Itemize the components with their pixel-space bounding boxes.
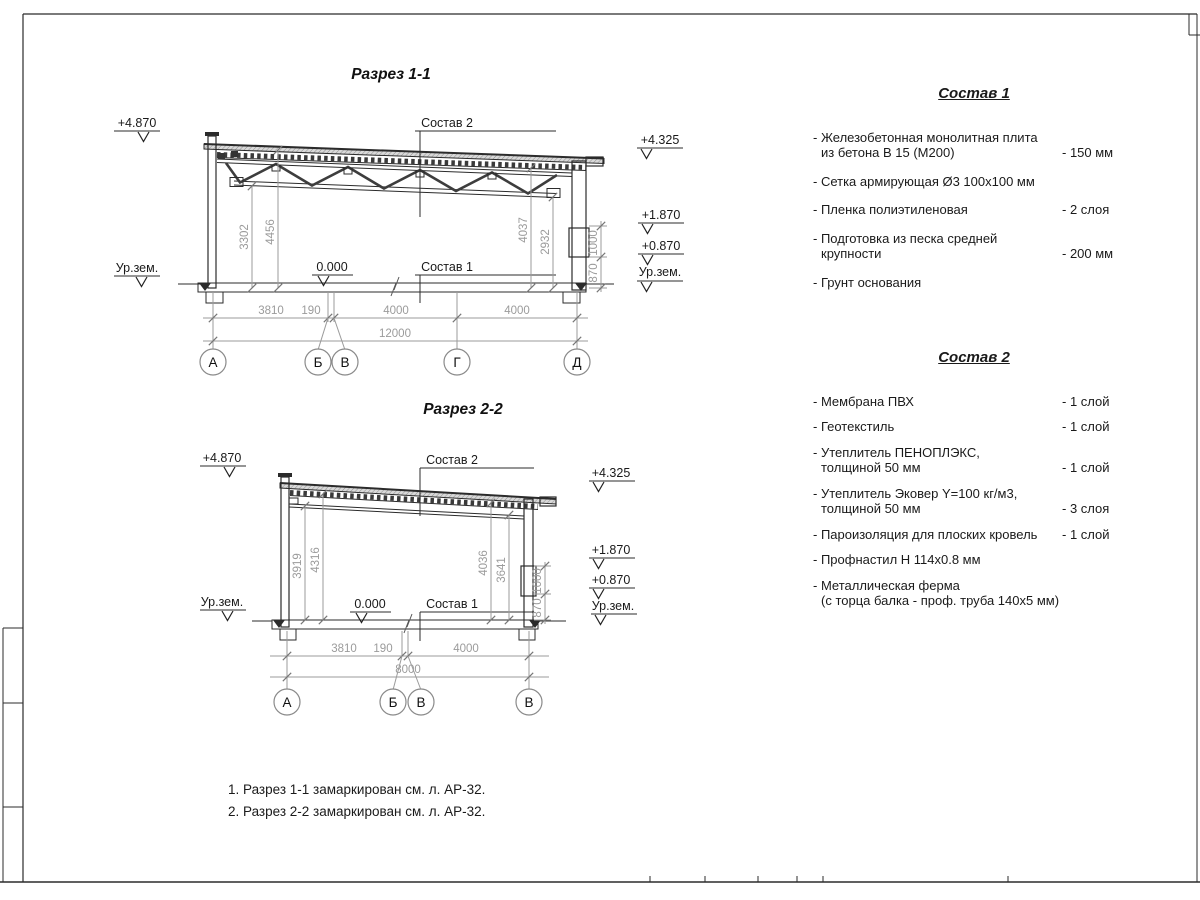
callout-sostav2-2: Состав 2 [426, 453, 478, 467]
axis-bubble-label: Д [572, 355, 582, 370]
section-1-1-drawing [114, 66, 684, 375]
break-symbol-1 [391, 277, 399, 296]
title-block-top-ticks [650, 876, 1008, 882]
material-value: - 1 слой [1062, 460, 1110, 475]
sheet-notes [228, 779, 485, 823]
material-value: - 1 слой [1062, 526, 1110, 542]
dim-label: 3810 [331, 643, 357, 655]
material-item: - Утеплитель ПЕНОПЛЭКС, толщиной 50 мм - 1 слой [813, 444, 1110, 475]
material-item: - Профнастил Н 114х0.8 мм [813, 552, 981, 567]
dim-label: 4000 [453, 643, 479, 655]
dim-label: 1000 [532, 568, 544, 594]
elev-low-2: +0.870 [591, 573, 631, 587]
dim-total-label: 12000 [379, 328, 411, 340]
dim-label: 4456 [265, 219, 277, 245]
wall-axis-d-1 [572, 161, 586, 290]
note-line-1: 1. Разрез 1-1 замаркирован см. л. АР-32. [228, 782, 486, 797]
material-value: - 150 мм [1062, 145, 1114, 160]
material-value: - 3 слоя [1062, 501, 1110, 516]
note-line-2: 2. Разрез 2-2 замаркирован см. л. АР-32. [228, 804, 486, 819]
sostav1-list [813, 86, 1135, 303]
foundation-left-1 [206, 292, 223, 303]
foundation-left-2 [280, 629, 296, 640]
material-item: - Утеплитель Эковер Y=100 кг/м3, толщиной 50 мм - 3 слоя [813, 485, 1110, 516]
material-item: - Мембрана ПВХ - 1 слой [813, 393, 1110, 409]
axis-bubble-label: В [524, 695, 534, 710]
dim-label: 4037 [518, 217, 530, 243]
dim-label: 190 [301, 305, 321, 317]
elev-low-1: +0.870 [641, 239, 681, 253]
material-item: - Геотекстиль - 1 слой [813, 419, 1110, 434]
material-item: - Металлическая ферма (с торца балка - проф. труба 140х5 мм) [813, 577, 1060, 608]
sostav1-title: Состав 1 [938, 85, 1010, 102]
ground-level-left-2: Ур.зем. [200, 595, 244, 609]
axis-bubbles-2 [274, 689, 542, 715]
axis-bubble-label: А [282, 695, 292, 710]
column-axis-a-1 [208, 136, 216, 288]
axis-bubbles-1 [200, 349, 590, 375]
material-item: - Грунт основания [813, 274, 922, 290]
material-value: - 2 слоя [1062, 202, 1110, 217]
dim-total-label: 8000 [395, 664, 421, 676]
elev-parapet-2: +4.870 [202, 451, 242, 465]
dim-label: 870 [532, 598, 544, 618]
material-item: - Пленка полиэтиленовая - 2 слоя [813, 202, 1110, 217]
elev-parapet-1: +4.870 [117, 116, 157, 130]
callout-sostav1-1: Состав 1 [421, 260, 473, 274]
wall-axis-a-2 [281, 477, 289, 627]
vertical-dimensions-2 [292, 490, 551, 624]
elev-roof-2: +4.325 [591, 466, 631, 480]
ground-level-right-1: Ур.зем. [638, 265, 682, 279]
dim-label: 2932 [540, 229, 552, 255]
dim-label: 3810 [258, 305, 284, 317]
ground-level-left-1: Ур.зем. [115, 261, 159, 275]
material-value: - 200 мм [1062, 246, 1114, 261]
elev-mid-2: +1.870 [591, 543, 631, 557]
dim-label: 3641 [496, 557, 508, 583]
elev-mid-1: +1.870 [641, 208, 681, 222]
ground-level-right-2: Ур.зем. [591, 599, 635, 613]
sostav2-title: Состав 2 [938, 349, 1010, 366]
dim-label: 1000 [588, 230, 600, 256]
dim-label: 3919 [292, 553, 304, 579]
dim-label: 4316 [310, 547, 322, 573]
section-2-2-drawing [200, 401, 637, 715]
material-value: - 1 слой [1062, 419, 1110, 434]
material-item: - Сетка армирующая Ø3 100х100 мм [813, 173, 1035, 189]
section2-title: Разрез 2-2 [423, 401, 503, 418]
dim-label: 190 [373, 643, 393, 655]
axis-bubble-label: Б [313, 355, 323, 370]
dim-label: 870 [588, 263, 600, 283]
axis-bubble-label: А [208, 355, 218, 370]
zero-level-label-1: 0.000 [316, 260, 348, 274]
dim-label: 4000 [504, 305, 530, 317]
material-item: - Пароизоляция для плоских кровель - 1 слой [813, 526, 1110, 542]
material-item: - Подготовка из песка средней крупности - 200 мм [813, 230, 1114, 261]
axis-bubble-label: Г [453, 355, 461, 370]
floor-slab-2 [272, 620, 538, 629]
material-item: - Железобетонная монолитная плита из бетона В 15 (М200) - 150 мм [813, 129, 1114, 160]
elevation-mark-icon [318, 276, 329, 286]
axis-bubble-label: В [416, 695, 426, 710]
callout-sostav1-2: Состав 1 [426, 597, 478, 611]
section1-title: Разрез 1-1 [351, 66, 431, 83]
zero-level-label-2: 0.000 [354, 597, 386, 611]
sostav2-list [813, 350, 1135, 619]
horizontal-dimensions-2 [270, 631, 549, 690]
axis-bubble-label: В [340, 355, 350, 370]
dim-label: 4036 [478, 550, 490, 576]
horizontal-dimensions-1 [203, 292, 588, 350]
axis-bubble-label: Б [388, 695, 398, 710]
elev-roof-1: +4.325 [640, 133, 680, 147]
break-symbol-2 [404, 614, 412, 633]
callout-sostav2-1: Состав 2 [421, 116, 473, 130]
foundation-right-2 [519, 629, 535, 640]
material-value: - 1 слой [1062, 393, 1110, 409]
dim-label: 3302 [239, 224, 251, 250]
dim-label: 4000 [383, 305, 409, 317]
